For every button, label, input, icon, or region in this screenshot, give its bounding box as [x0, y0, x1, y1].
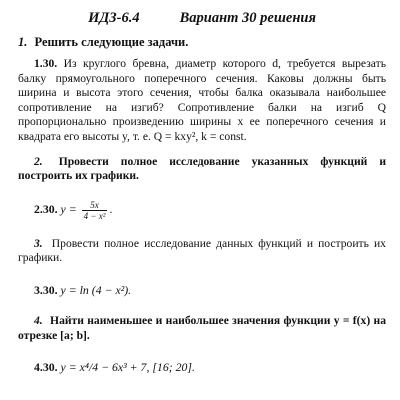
section-4-paragraph: [18, 314, 386, 343]
assignment-code: ИДЗ-6.4: [88, 10, 140, 26]
problem-4-30-number: 4.30.: [34, 360, 58, 375]
section-1-number: 1.: [18, 35, 28, 49]
problem-1-30-text: Из круглого бревна, диаметр которого d, требуется вырезать балку прямоугольного поперечного сечения. Каковы должны быть ширина и высота этого сечения, чтобы балка оказывала наибольшее сопротивление на изгиб? Сопротивление балки на изгиб Q пропорционально произведению ширины x ее поперечного сечения и квадрата его высоты y, т. е. Q = kxy², k = const.: [18, 57, 386, 143]
problem-2-30-number: 2.30.: [34, 201, 58, 216]
problem-1-30: [18, 57, 386, 145]
section-4-text: Найти наименьшее и наибольшее значения функции y = f(x) на отрезке [a; b].: [18, 313, 386, 342]
problem-3-30: [18, 282, 386, 298]
problem-3-30-formula: y = ln (4 − x²).: [60, 282, 132, 297]
header: [18, 10, 386, 27]
section-1-text: Решить следующие задачи.: [34, 35, 189, 49]
problem-1-30-number: 1.30.: [34, 57, 58, 70]
section-2-number: 2.: [34, 154, 43, 168]
problem-2-30-fraction: [82, 200, 108, 221]
variant-title: Вариант 30 решения: [179, 10, 316, 26]
section-1-title: [18, 35, 386, 50]
section-2-text: Провести полное исследование указанных функций и построить их графики.: [18, 154, 387, 183]
section-2-paragraph: [18, 155, 386, 184]
section-3-paragraph: [18, 237, 386, 266]
section-4-number: 4.: [34, 313, 43, 327]
fraction-denominator: 4 − x²: [83, 210, 106, 221]
problem-3-30-number: 3.30.: [34, 282, 58, 297]
section-3-number: 3.: [34, 236, 43, 250]
section-3-text: Провести полное исследование данных функций и построить их графики.: [18, 236, 386, 265]
problem-2-30-lhs: y =: [60, 201, 77, 216]
problem-4-30: [18, 359, 386, 375]
problem-4-30-formula: y = x⁴/4 − 6x³ + 7, [16; 20].: [60, 360, 195, 375]
fraction-numerator: 5x: [82, 200, 108, 211]
problem-2-30-tail: .: [109, 201, 113, 216]
problem-2-30: [18, 200, 386, 221]
